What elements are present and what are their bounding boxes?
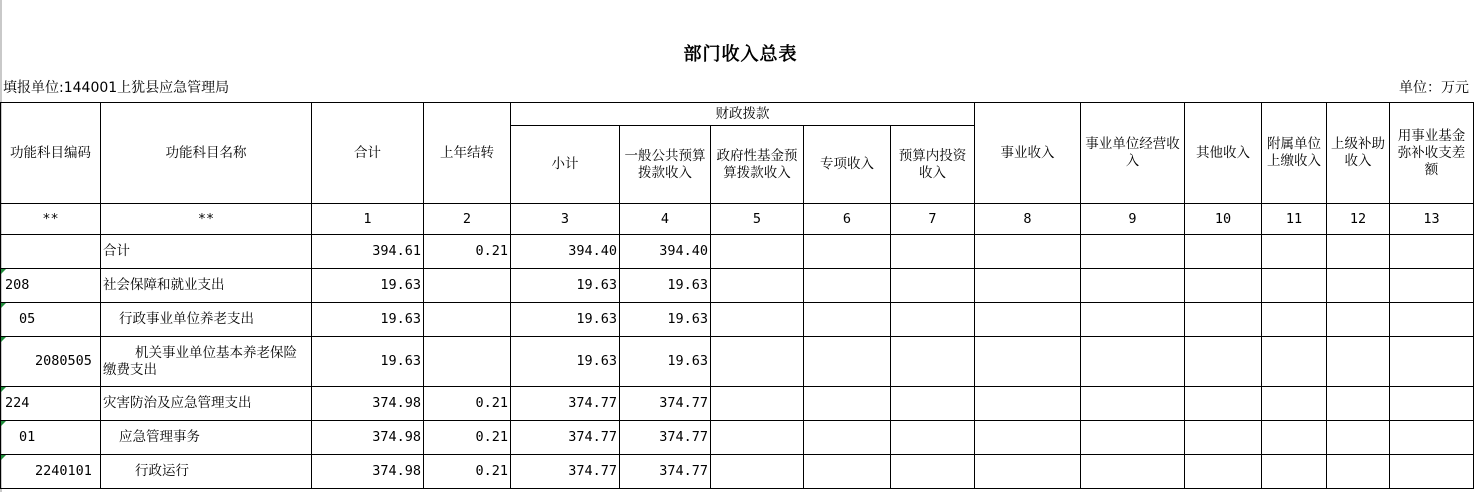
general-cell[interactable]: 374.77 (620, 455, 711, 489)
empty-cell[interactable] (975, 455, 1081, 489)
header-superior[interactable]: 上级补助收入 (1327, 103, 1390, 204)
comment-marker-icon (1, 387, 6, 392)
header-affiliate[interactable]: 附属单位上缴收入 (1262, 103, 1327, 204)
empty-cell[interactable] (975, 235, 1081, 269)
general-cell[interactable]: 394.40 (620, 235, 711, 269)
empty-cell[interactable] (1327, 387, 1390, 421)
empty-cell[interactable] (711, 455, 804, 489)
index-cell[interactable]: 12 (1327, 204, 1390, 235)
name-cell[interactable]: 应急管理事务 (101, 421, 312, 455)
subtotal-cell[interactable]: 374.77 (511, 421, 620, 455)
empty-cell[interactable] (711, 337, 804, 387)
total-cell[interactable]: 19.63 (312, 303, 424, 337)
header-fiscal-group[interactable]: 财政拨款 (511, 103, 975, 126)
empty-cell[interactable] (891, 303, 975, 337)
empty-cell[interactable] (1390, 387, 1474, 421)
header-subtotal[interactable]: 小计 (511, 126, 620, 204)
empty-cell[interactable] (804, 235, 891, 269)
index-cell[interactable]: 9 (1081, 204, 1185, 235)
empty-cell[interactable] (1185, 269, 1262, 303)
carryover-cell[interactable] (424, 303, 511, 337)
name-cell[interactable]: 灾害防治及应急管理支出 (101, 387, 312, 421)
table-row (1, 303, 1474, 337)
general-cell[interactable]: 19.63 (620, 269, 711, 303)
index-cell[interactable]: 8 (975, 204, 1081, 235)
empty-cell[interactable] (1390, 269, 1474, 303)
empty-cell[interactable] (1262, 387, 1327, 421)
index-cell[interactable]: 5 (711, 204, 804, 235)
table-row (1, 387, 1474, 421)
empty-cell[interactable] (891, 387, 975, 421)
reporting-unit: 填报单位:144001上犹县应急管理局 (3, 80, 230, 96)
carryover-cell[interactable] (424, 269, 511, 303)
index-cell[interactable]: 3 (511, 204, 620, 235)
carryover-cell[interactable]: 0.21 (424, 455, 511, 489)
empty-cell[interactable] (804, 387, 891, 421)
empty-cell[interactable] (1262, 303, 1327, 337)
empty-cell[interactable] (1390, 455, 1474, 489)
empty-cell[interactable] (1185, 235, 1262, 269)
general-cell[interactable]: 19.63 (620, 303, 711, 337)
empty-cell[interactable] (1390, 421, 1474, 455)
subtotal-cell[interactable]: 19.63 (511, 337, 620, 387)
empty-cell[interactable] (804, 455, 891, 489)
total-cell[interactable]: 374.98 (312, 455, 424, 489)
empty-cell[interactable] (891, 421, 975, 455)
empty-cell[interactable] (891, 337, 975, 387)
empty-cell[interactable] (975, 303, 1081, 337)
general-cell[interactable]: 19.63 (620, 337, 711, 387)
empty-cell[interactable] (711, 235, 804, 269)
empty-cell[interactable] (804, 337, 891, 387)
header-operating[interactable]: 事业单位经营收入 (1081, 103, 1185, 204)
carryover-cell[interactable]: 0.21 (424, 387, 511, 421)
general-cell[interactable]: 374.77 (620, 421, 711, 455)
index-cell[interactable]: ** (101, 204, 312, 235)
name-cell[interactable]: 社会保障和就业支出 (101, 269, 312, 303)
subtotal-cell[interactable]: 374.77 (511, 455, 620, 489)
empty-cell[interactable] (1081, 455, 1185, 489)
name-cell[interactable]: 行政运行 (101, 455, 312, 489)
empty-cell[interactable] (711, 421, 804, 455)
empty-cell[interactable] (1081, 269, 1185, 303)
empty-cell[interactable] (711, 387, 804, 421)
code-cell[interactable]: 208 (1, 269, 101, 303)
subtotal-cell[interactable]: 374.77 (511, 387, 620, 421)
empty-cell[interactable] (804, 269, 891, 303)
subtotal-cell[interactable]: 394.40 (511, 235, 620, 269)
header-carryover[interactable]: 上年结转 (424, 103, 511, 204)
table-row (1, 337, 1474, 387)
empty-cell[interactable] (1327, 269, 1390, 303)
comment-marker-icon (1, 337, 6, 342)
index-cell[interactable]: 6 (804, 204, 891, 235)
index-cell[interactable]: 7 (891, 204, 975, 235)
code-cell[interactable]: 224 (1, 387, 101, 421)
code-cell[interactable]: 2080505 (1, 337, 101, 387)
header-total[interactable]: 合计 (312, 103, 424, 204)
empty-cell[interactable] (1327, 421, 1390, 455)
header-general[interactable]: 一般公共预算拨款收入 (620, 126, 711, 204)
carryover-cell[interactable]: 0.21 (424, 235, 511, 269)
general-cell[interactable]: 374.77 (620, 387, 711, 421)
empty-cell[interactable] (975, 337, 1081, 387)
empty-cell[interactable] (1390, 337, 1474, 387)
code-cell[interactable]: 05 (1, 303, 101, 337)
total-cell[interactable]: 374.98 (312, 387, 424, 421)
empty-cell[interactable] (1262, 235, 1327, 269)
empty-cell[interactable] (711, 303, 804, 337)
empty-cell[interactable] (1327, 455, 1390, 489)
empty-cell[interactable] (1327, 235, 1390, 269)
carryover-cell[interactable]: 0.21 (424, 421, 511, 455)
empty-cell[interactable] (1327, 337, 1390, 387)
empty-cell[interactable] (1081, 303, 1185, 337)
income-summary-table (0, 102, 1474, 489)
empty-cell[interactable] (1262, 421, 1327, 455)
comment-marker-icon (1, 303, 6, 308)
empty-cell[interactable] (1185, 303, 1262, 337)
total-cell[interactable]: 394.61 (312, 235, 424, 269)
empty-cell[interactable] (804, 421, 891, 455)
empty-cell[interactable] (1390, 303, 1474, 337)
header-special[interactable]: 专项收入 (804, 126, 891, 204)
empty-cell[interactable] (1081, 337, 1185, 387)
empty-cell[interactable] (1390, 235, 1474, 269)
header-other[interactable]: 其他收入 (1185, 103, 1262, 204)
table-row (1, 455, 1474, 489)
index-cell[interactable]: 1 (312, 204, 424, 235)
empty-cell[interactable] (891, 235, 975, 269)
empty-cell[interactable] (1081, 421, 1185, 455)
header-budget-invest[interactable]: 预算内投资收入 (891, 126, 975, 204)
name-cell[interactable]: 合计 (101, 235, 312, 269)
total-cell[interactable]: 19.63 (312, 269, 424, 303)
empty-cell[interactable] (1327, 303, 1390, 337)
comment-marker-icon (1, 269, 6, 274)
table-row (1, 235, 1474, 269)
empty-cell[interactable] (1262, 337, 1327, 387)
empty-cell[interactable] (1185, 387, 1262, 421)
header-code[interactable]: 功能科目编码 (1, 103, 101, 204)
empty-cell[interactable] (804, 303, 891, 337)
index-row (1, 204, 1474, 235)
total-cell[interactable]: 19.63 (312, 337, 424, 387)
subtotal-cell[interactable]: 19.63 (511, 269, 620, 303)
empty-cell[interactable] (975, 269, 1081, 303)
empty-cell[interactable] (711, 269, 804, 303)
comment-marker-icon (1, 455, 6, 460)
empty-cell[interactable] (1262, 455, 1327, 489)
empty-cell[interactable] (891, 455, 975, 489)
header-row-1 (1, 103, 1474, 126)
name-cell[interactable]: 机关事业单位基本养老保险缴费支出 (101, 337, 312, 387)
empty-cell[interactable] (1081, 387, 1185, 421)
table-row (1, 421, 1474, 455)
empty-cell[interactable] (1081, 235, 1185, 269)
empty-cell[interactable] (975, 421, 1081, 455)
subtotal-cell[interactable]: 19.63 (511, 303, 620, 337)
empty-cell[interactable] (1185, 337, 1262, 387)
index-cell[interactable]: 13 (1390, 204, 1474, 235)
empty-cell[interactable] (1185, 455, 1262, 489)
index-cell[interactable]: 11 (1262, 204, 1327, 235)
index-cell[interactable]: 4 (620, 204, 711, 235)
empty-cell[interactable] (1185, 421, 1262, 455)
page-title: 部门收入总表 (683, 44, 798, 65)
comment-marker-icon (1, 421, 6, 426)
header-fund-use[interactable]: 用事业基金弥补收支差额 (1390, 103, 1474, 204)
empty-cell[interactable] (1262, 269, 1327, 303)
empty-cell[interactable] (975, 387, 1081, 421)
code-cell[interactable]: 2240101 (1, 455, 101, 489)
code-cell[interactable] (1, 235, 101, 269)
header-name[interactable]: 功能科目名称 (101, 103, 312, 204)
index-cell[interactable]: 10 (1185, 204, 1262, 235)
header-business[interactable]: 事业收入 (975, 103, 1081, 204)
total-cell[interactable]: 374.98 (312, 421, 424, 455)
index-cell[interactable]: 2 (424, 204, 511, 235)
table-row (1, 269, 1474, 303)
code-cell[interactable]: 01 (1, 421, 101, 455)
index-cell[interactable]: ** (1, 204, 101, 235)
carryover-cell[interactable] (424, 337, 511, 387)
name-cell[interactable]: 行政事业单位养老支出 (101, 303, 312, 337)
empty-cell[interactable] (891, 269, 975, 303)
header-gov-fund[interactable]: 政府性基金预算拨款收入 (711, 126, 804, 204)
currency-unit: 单位：万元 (1399, 80, 1469, 96)
